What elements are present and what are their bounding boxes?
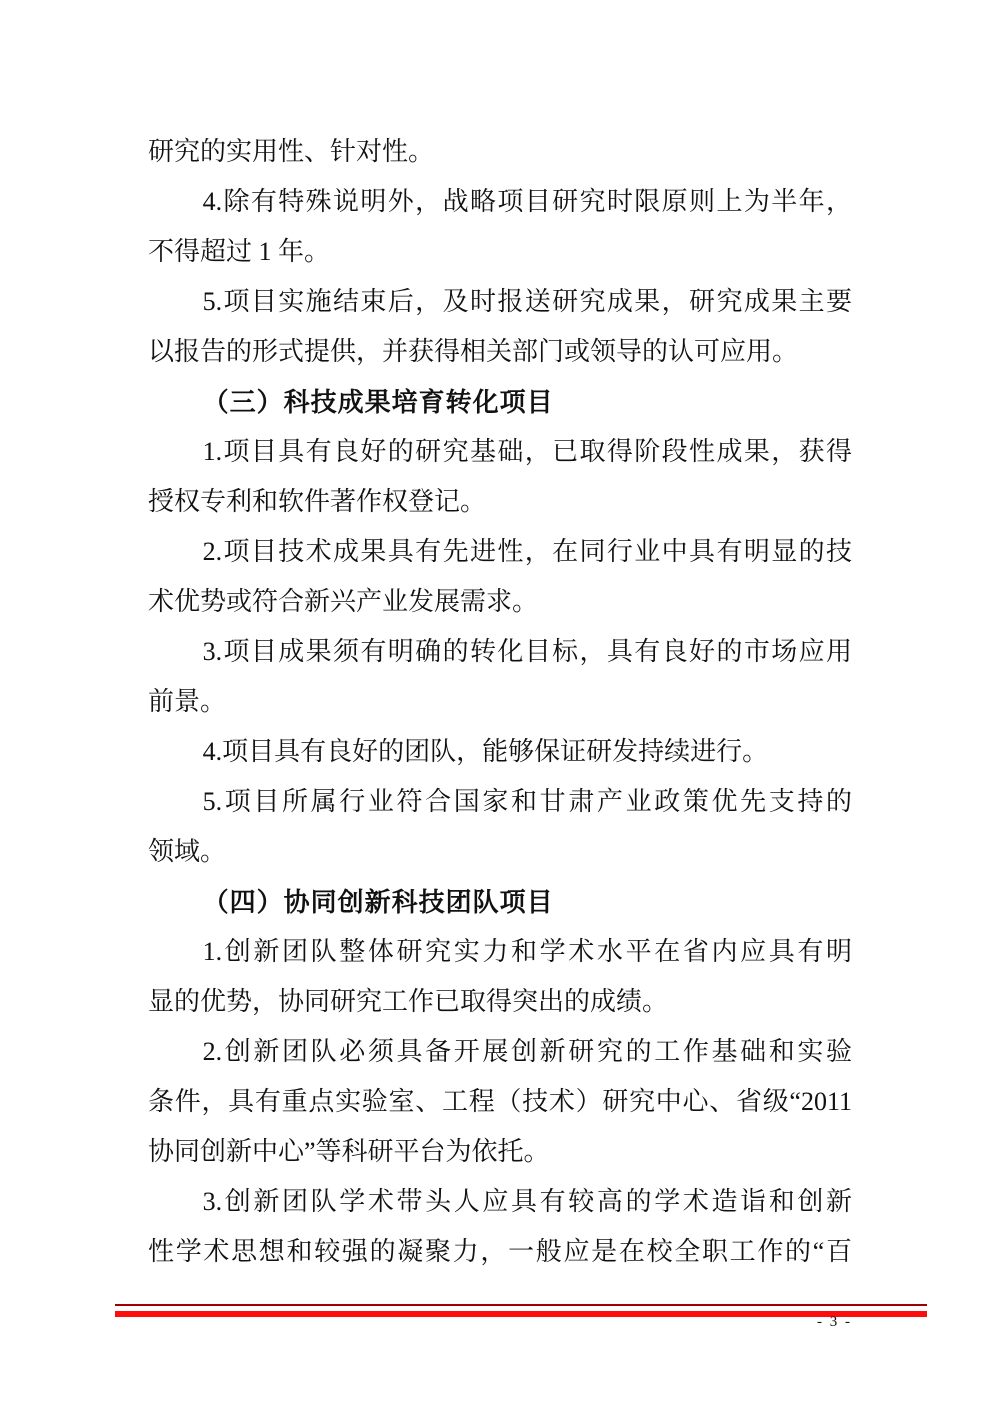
text-line: 4.项目具有良好的团队，能够保证研发持续进行。	[202, 737, 769, 766]
text-line: 以报告的形式提供，并获得相关部门或领导的认可应用。	[148, 337, 799, 366]
text-line: 2.项目技术成果具有先进性，在同行业中具有明显的技	[202, 537, 852, 566]
paragraph	[148, 277, 852, 377]
paragraph	[148, 427, 852, 527]
page-number: - 3 -	[817, 1314, 852, 1330]
text-line: （四）协同创新科技团队项目	[202, 887, 554, 917]
paragraph	[148, 177, 852, 277]
text-line: 协同创新中心”等科研平台为依托。	[148, 1137, 550, 1166]
paragraph	[148, 927, 852, 1027]
paragraph	[148, 527, 852, 627]
section-heading	[148, 377, 852, 427]
text-line: 3.创新团队学术带头人应具有较高的学术造诣和创新	[202, 1187, 852, 1216]
paragraph	[148, 777, 852, 877]
text-line: 5.项目实施结束后，及时报送研究成果，研究成果主要	[202, 287, 852, 316]
paragraph	[148, 1027, 852, 1177]
text-line: 前景。	[148, 687, 227, 716]
footer-rule-thin	[115, 1304, 927, 1306]
text-line: 1.创新团队整体研究实力和学术水平在省内应具有明	[202, 937, 852, 966]
paragraph	[148, 627, 852, 727]
text-line: 4.除有特殊说明外，战略项目研究时限原则上为半年，	[202, 187, 852, 216]
text-line: 授权专利和软件著作权登记。	[148, 487, 487, 516]
paragraph	[148, 1177, 852, 1277]
text-line: 3.项目成果须有明确的转化目标，具有良好的市场应用	[202, 637, 852, 666]
text-line: 研究的实用性、针对性。	[148, 137, 435, 166]
text-line: （三）科技成果培育转化项目	[202, 387, 554, 417]
section-heading	[148, 877, 852, 927]
paragraph	[148, 727, 852, 777]
text-line: 条件，具有重点实验室、工程（技术）研究中心、省级“2011	[148, 1087, 852, 1116]
document-body	[148, 127, 852, 1277]
text-line: 领域。	[148, 837, 227, 866]
paragraph	[148, 127, 852, 177]
text-line: 不得超过 1 年。	[148, 237, 331, 266]
text-line: 1.项目具有良好的研究基础，已取得阶段性成果，获得	[202, 437, 852, 466]
text-line: 5.项目所属行业符合国家和甘肃产业政策优先支持的	[202, 787, 852, 816]
text-line: 性学术思想和较强的凝聚力，一般应是在校全职工作的“百	[148, 1237, 852, 1266]
text-line: 2.创新团队必须具备开展创新研究的工作基础和实验	[202, 1037, 852, 1066]
text-line: 术优势或符合新兴产业发展需求。	[148, 587, 539, 616]
text-line: 显的优势，协同研究工作已取得突出的成绩。	[148, 987, 669, 1016]
